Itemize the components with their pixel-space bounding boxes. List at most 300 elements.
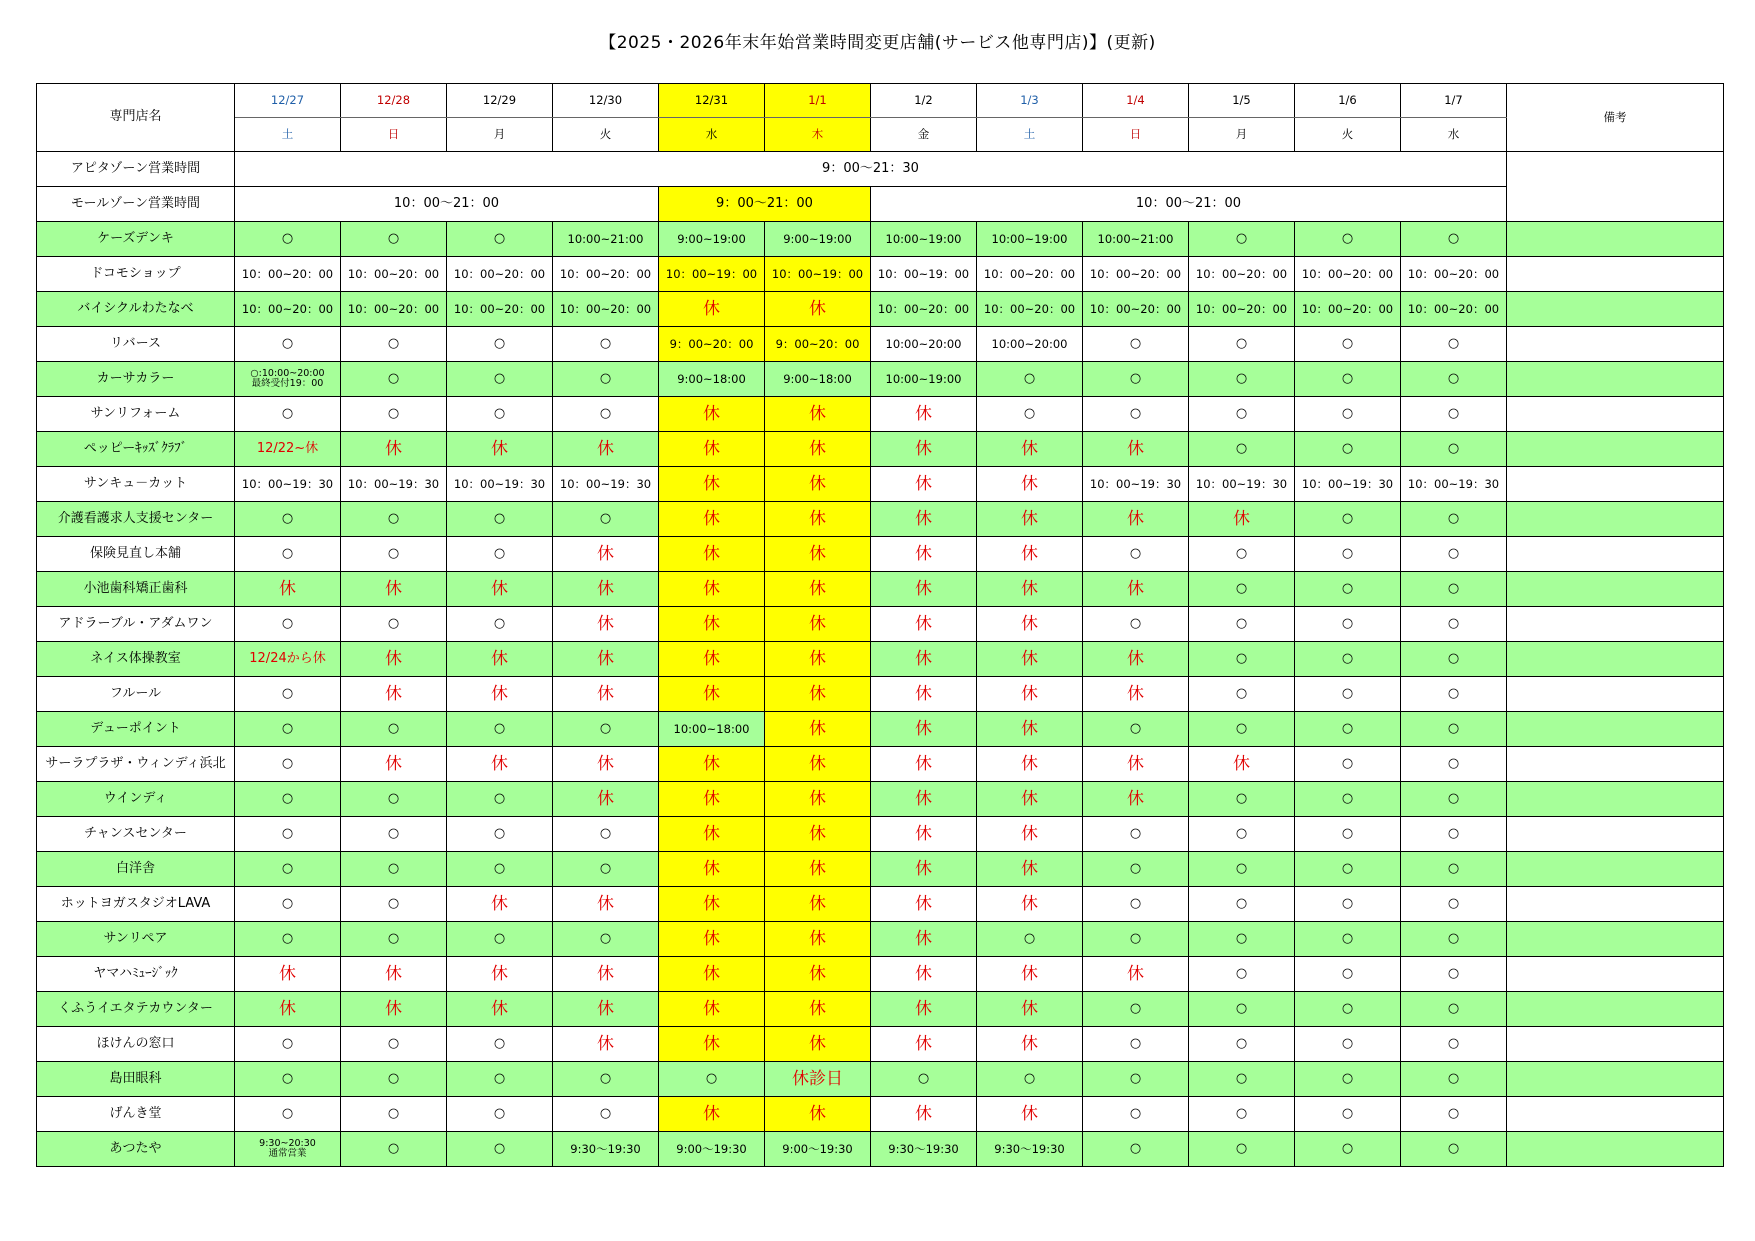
date-header: 12/31 [659,84,765,118]
table-row [37,817,1724,852]
table-row [37,257,1724,292]
hours-cell [977,537,1083,572]
hours-cell [1295,747,1401,782]
hours-cell [341,502,447,537]
hours-cell [765,572,871,607]
table-row [37,1027,1724,1062]
hours-cell [977,327,1083,362]
hours-cell [1189,1062,1295,1097]
hours-value: 休 [915,718,932,739]
hours-value: 休 [915,963,932,984]
hours-value: 休 [1127,753,1144,774]
hours-value: ○ [1341,1035,1354,1051]
note-cell [1507,677,1724,712]
hours-cell [447,747,553,782]
hours-cell [1295,257,1401,292]
note-cell [1507,782,1724,817]
hours-cell [1295,817,1401,852]
hours-value: 休 [703,578,720,599]
hours-cell [765,222,871,257]
hours-value: 休 [1127,683,1144,704]
hours-value: ○ [1447,370,1460,386]
hours-value: ○ [493,510,506,526]
hours-cell [871,922,977,957]
hours-value: 休 [809,823,826,844]
hours-cell [977,572,1083,607]
date-header: 1/7 [1401,84,1507,118]
hours-value: ○ [493,1140,506,1156]
table-row [37,642,1724,677]
hours-cell [235,957,341,992]
hours-value: 10：00~20：00 [453,301,546,316]
hours-value: ○ [387,860,400,876]
hours-value: 休 [915,753,932,774]
hours-cell [659,537,765,572]
hours-cell [1189,572,1295,607]
shop-name: ペッピーｷｯｽﾞｸﾗﾌﾞ [37,432,235,467]
hours-value: ○ [1129,405,1142,421]
date-header: 12/29 [447,84,553,118]
shop-name: ドコモショップ [37,257,235,292]
hours-value: ○ [1235,335,1248,351]
hours-value: ○ [281,1070,294,1086]
hours-value: 休 [809,753,826,774]
weekday-header: 月 [447,118,553,152]
hours-value: 休 [597,893,614,914]
hours-cell [1401,1097,1507,1132]
hours-cell [553,257,659,292]
hours-value: 休 [703,823,720,844]
hours-value: 休 [703,788,720,809]
shop-name-header: 専門店名 [37,84,235,152]
hours-cell [341,397,447,432]
hours-cell [871,362,977,397]
hours-value: ○ [1341,720,1354,736]
hours-value: 休 [915,508,932,529]
hours-value: 10：00~19：30 [1301,476,1394,491]
hours-cell [765,642,871,677]
hours-value: ○ [281,335,294,351]
hours-cell [765,362,871,397]
table-row [37,1062,1724,1097]
hours-cell-line: 9:30~20:30 通常営業 [259,1138,316,1159]
hours-value: ○ [281,825,294,841]
table-row [37,957,1724,992]
hours-cell [1189,992,1295,1027]
hours-cell [1401,747,1507,782]
hours-value: 休 [809,893,826,914]
hours-cell [1083,537,1189,572]
shop-name: ネイス体操教室 [37,642,235,677]
hours-value: ○ [599,370,612,386]
hours-cell [235,222,341,257]
hours-value: ○ [1235,1000,1248,1016]
hours-cell [1401,537,1507,572]
hours-value: 休 [915,438,932,459]
hours-cell [447,362,553,397]
hours-value: 休 [915,893,932,914]
hours-value: ○ [1341,755,1354,771]
hours-cell [1295,502,1401,537]
hours-cell [659,887,765,922]
hours-value: ○ [1235,895,1248,911]
hours-cell [871,817,977,852]
hours-value: ○ [1341,440,1354,456]
hours-value: ○ [1129,1035,1142,1051]
hours-cell [659,782,765,817]
table-row [37,292,1724,327]
date-header: 12/30 [553,84,659,118]
hours-value: 休 [809,473,826,494]
hours-value: ○ [387,895,400,911]
hours-cell [871,1027,977,1062]
hours-value: ○ [1341,545,1354,561]
shop-name: サンリフォーム [37,397,235,432]
hours-value: 休 [809,1033,826,1054]
hours-value: ○ [1447,510,1460,526]
hours-cell [977,467,1083,502]
hours-cell [659,362,765,397]
hours-value: ○ [1341,615,1354,631]
shop-name: リバース [37,327,235,362]
hours-cell [765,607,871,642]
hours-value: 9:00～19:30 [782,1141,853,1156]
hours-value: ○ [1447,335,1460,351]
hours-cell [553,397,659,432]
hours-value: ○ [1447,615,1460,631]
hours-cell [447,887,553,922]
hours-cell [1189,677,1295,712]
hours-cell [235,397,341,432]
hours-value: 休 [1021,858,1038,879]
hours-value: ○ [281,510,294,526]
hours-cell [447,397,553,432]
hours-value: ○ [1447,1105,1460,1121]
hours-cell [1083,1097,1189,1132]
hours-value: 10：00~19：30 [1195,476,1288,491]
hours-value: ○ [493,405,506,421]
hours-value: 休 [809,683,826,704]
weekday-header: 水 [659,118,765,152]
hours-cell [341,782,447,817]
hours-cell [1295,677,1401,712]
hours-cell [235,327,341,362]
hours-cell [553,327,659,362]
hours-value: 10：00~20：00 [1195,266,1288,281]
hours-cell [1401,397,1507,432]
hours-value: 10：00~19：30 [241,476,334,491]
hours-value: 休 [703,858,720,879]
hours-value: 休 [1233,508,1250,529]
hours-cell [1189,922,1295,957]
hours-cell [977,1097,1083,1132]
hours-cell [1083,222,1189,257]
hours-value: 休 [1127,648,1144,669]
note-cell [1507,887,1724,922]
hours-value: ○ [1129,930,1142,946]
hours-cell [1295,397,1401,432]
mall-zone-label: モールゾーン営業時間 [37,187,235,222]
hours-value: ○ [1129,370,1142,386]
hours-cell [553,467,659,502]
hours-value: 休 [279,998,296,1019]
hours-cell [765,922,871,957]
hours-cell [553,887,659,922]
hours-cell [765,1132,871,1167]
hours-value: 休 [809,928,826,949]
hours-value: 休診日 [792,1068,843,1089]
hours-cell [1083,1132,1189,1167]
table-row [37,537,1724,572]
hours-cell [871,432,977,467]
hours-value: 休 [915,473,932,494]
hours-value: ○ [1341,1000,1354,1016]
hours-cell [1083,642,1189,677]
hours-cell [659,677,765,712]
hours-value: 9：00~20：00 [669,336,754,351]
hours-value: ○ [281,1035,294,1051]
hours-cell [1401,1027,1507,1062]
hours-cell [871,222,977,257]
hours-value: ○ [1235,965,1248,981]
hours-cell [447,922,553,957]
hours-value: ○ [281,405,294,421]
shop-name: くふうイエタテカウンター [37,992,235,1027]
hours-cell [235,817,341,852]
hours-cell [341,362,447,397]
hours-cell [1189,642,1295,677]
mall-zone-hours: 10：00～21：00 [871,187,1507,222]
hours-value: 休 [1021,788,1038,809]
hours-value: 休 [597,613,614,634]
shop-name: 介護看護求人支援センター [37,502,235,537]
table-row [37,432,1724,467]
date-header: 1/2 [871,84,977,118]
hours-value: 休 [1021,1103,1038,1124]
hours-cell [1083,782,1189,817]
hours-value: ○ [1447,230,1460,246]
hours-value: ○ [1235,405,1248,421]
hours-cell [447,222,553,257]
hours-value: 休 [597,543,614,564]
hours-value: ○ [493,230,506,246]
hours-value: 休 [809,998,826,1019]
hours-value: 休 [1127,508,1144,529]
note-cell [1507,817,1724,852]
hours-cell [871,327,977,362]
hours-value: 休 [491,683,508,704]
hours-cell [553,852,659,887]
hours-value: ○ [281,755,294,771]
hours-value: ○ [493,1070,506,1086]
hours-cell [1083,677,1189,712]
hours-value: ○ [1129,825,1142,841]
hours-cell [553,817,659,852]
hours-value: 休 [1021,963,1038,984]
hours-value: 10：00~20：00 [877,301,970,316]
hours-cell [1295,922,1401,957]
hours-cell [341,1027,447,1062]
shop-name: デューポイント [37,712,235,747]
hours-cell [977,887,1083,922]
hours-cell [1401,887,1507,922]
hours-cell [1083,992,1189,1027]
hours-cell [871,747,977,782]
table-row [37,572,1724,607]
hours-value: ○ [387,230,400,246]
hours-value: 10：00~20：00 [1089,301,1182,316]
hours-value: ○ [599,405,612,421]
hours-cell [1189,852,1295,887]
hours-cell [447,1132,553,1167]
hours-cell [341,1097,447,1132]
hours-value: 休 [1021,998,1038,1019]
hours-cell [235,887,341,922]
hours-cell [1083,957,1189,992]
hours-value: ○ [387,615,400,631]
hours-cell [659,607,765,642]
hours-value: ○ [281,685,294,701]
hours-value: ○ [599,825,612,841]
hours-cell [1083,257,1189,292]
hours-cell [341,1132,447,1167]
hours-value: 休 [703,893,720,914]
hours-value: 休 [703,1103,720,1124]
hours-value: 休 [1127,963,1144,984]
hours-cell [765,257,871,292]
table-row [37,922,1724,957]
hours-value: 休 [809,648,826,669]
hours-value: 12/24から休 [249,650,326,666]
hours-value: ○ [281,615,294,631]
hours-cell [1295,782,1401,817]
hours-value: ○ [1447,965,1460,981]
hours-value: 休 [1021,613,1038,634]
hours-cell [235,1027,341,1062]
hours-value: ○ [1129,1000,1142,1016]
hours-cell [765,817,871,852]
note-cell [1507,397,1724,432]
hours-value: ○ [387,1070,400,1086]
hours-cell [659,467,765,502]
shop-name: 保険見直し本舗 [37,537,235,572]
hours-cell [1083,817,1189,852]
hours-cell [871,887,977,922]
hours-cell [977,362,1083,397]
hours-value: 休 [809,1103,826,1124]
hours-cell [871,782,977,817]
hours-cell [1083,887,1189,922]
hours-value: ○ [1235,1140,1248,1156]
table-row [37,1097,1724,1132]
hours-cell [659,992,765,1027]
hours-value: 休 [597,963,614,984]
hours-value: 休 [1127,578,1144,599]
hours-cell [659,327,765,362]
hours-cell [447,537,553,572]
table-row [37,992,1724,1027]
note-cell [1507,992,1724,1027]
hours-value: 休 [809,718,826,739]
hours-cell [871,712,977,747]
hours-cell [977,712,1083,747]
hours-cell [447,467,553,502]
hours-cell [341,712,447,747]
hours-cell [871,677,977,712]
table-row [37,397,1724,432]
shop-name: カーサカラー [37,362,235,397]
hours-cell [977,257,1083,292]
hours-cell [1295,1027,1401,1062]
hours-cell [1083,852,1189,887]
hours-cell [341,677,447,712]
hours-value: ○ [493,790,506,806]
hours-value: 休 [1021,473,1038,494]
hours-cell [447,852,553,887]
hours-cell [1189,1132,1295,1167]
hours-value: 休 [1021,648,1038,669]
hours-cell [765,432,871,467]
hours-cell [659,257,765,292]
hours-cell [235,537,341,572]
hours-value: 10：00~20：00 [241,301,334,316]
hours-cell [977,292,1083,327]
shop-name: フルール [37,677,235,712]
date-header: 1/1 [765,84,871,118]
hours-value: 9:00~18:00 [783,371,852,386]
table-row [37,222,1724,257]
hours-cell [1401,607,1507,642]
hours-value: ○ [1235,1105,1248,1121]
hours-value: 10：00~20：00 [1407,266,1500,281]
note-cell [1507,922,1724,957]
shop-name: サーラプラザ・ウィンディ浜北 [37,747,235,782]
hours-cell [765,992,871,1027]
hours-cell [235,1132,341,1167]
hours-cell [977,817,1083,852]
hours-cell [341,922,447,957]
weekday-header: 木 [765,118,871,152]
hours-value: 10:00~19:00 [885,231,962,246]
hours-value: 10：00~19：00 [771,266,864,281]
note-cell [1507,467,1724,502]
hours-cell [1401,362,1507,397]
hours-cell [1401,1062,1507,1097]
hours-value: ○ [1447,1000,1460,1016]
hours-cell [1401,467,1507,502]
hours-value: ○ [387,510,400,526]
hours-value: 10：00~20：00 [1301,266,1394,281]
hours-cell [977,607,1083,642]
hours-value: 10：00~20：00 [559,301,652,316]
hours-cell [341,1062,447,1097]
hours-cell [1083,607,1189,642]
hours-value: 休 [703,473,720,494]
hours-value: ○ [387,790,400,806]
hours-cell [871,852,977,887]
hours-cell [1083,572,1189,607]
hours-value: 休 [703,998,720,1019]
hours-value: 休 [597,753,614,774]
hours-value: ○ [281,1105,294,1121]
hours-cell [871,1062,977,1097]
hours-value: 10：00~20：00 [1407,301,1500,316]
date-header: 1/5 [1189,84,1295,118]
hours-value: ○ [1023,930,1036,946]
hours-value: 休 [1021,438,1038,459]
note-cell [1507,1097,1724,1132]
hours-cell [235,992,341,1027]
